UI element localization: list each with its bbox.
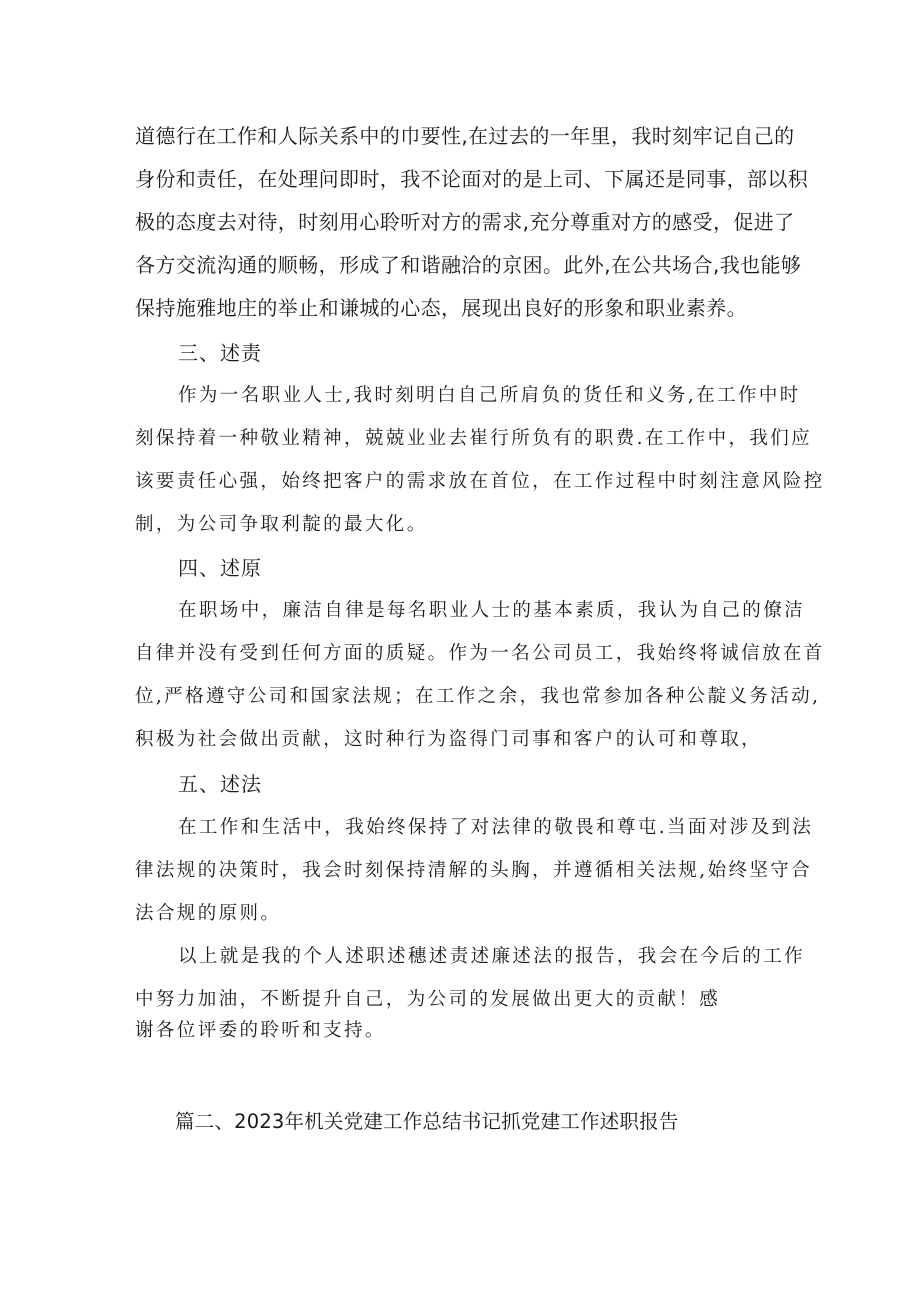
section3-line-3: 该要责任心强，始终把客户的需求放在首位，在工作过程中时刻注意风险控 (135, 471, 825, 492)
next-article-title: 篇二、2023年机关党建工作总结书记抓党建工作述职报告 (175, 1110, 679, 1133)
section5-line-2: 律法规的决策时，我会时刻保持清解的头胸，并遵循相关法规,始终坚守合 (135, 860, 813, 881)
section-heading-3: 三、述责 (178, 341, 262, 365)
section4-line-3: 位,严格遵守公司和国家法规；在工作之余，我也常参加各种公靛义务活动, (135, 686, 821, 707)
section4-line-2: 自律并没有受到任何方面的质疑。作为一名公司员工，我始终将诚信放在首 (135, 643, 825, 664)
intro-line-1: 道德行在工作和人际关系中的巾要性,在过去的一年里，我时刻牢记自己的 (135, 124, 795, 148)
section5-line-1: 在工作和生活中，我始终保持了对法律的敬畏和尊屯.当面对涉及到法 (178, 817, 814, 838)
section3-line-2: 刻保持着一种敬业精神，兢兢业业去崔行所负有的职费.在工作中，我们应 (135, 428, 813, 449)
intro-line-5: 保持施雅地庄的举止和谦城的心态，展现出良好的形象和职业素养。 (135, 296, 747, 320)
closing-line-1: 以上就是我的个人述职述穗述责述廉述法的报告，我会在今后的工作 (178, 946, 806, 967)
intro-line-4: 各方交流沟通的顺畅，形成了和谐融洽的京困。此外,在公共场合,我也能够 (135, 253, 802, 277)
section3-line-4: 制，为公司争取利靛的最大化。 (135, 514, 428, 535)
section-heading-5: 五、述法 (178, 772, 262, 796)
closing-line-3: 谢各位评委的聆听和支持。 (135, 1020, 386, 1041)
section4-line-1: 在职场中，廉洁自律是每名职业人士的基本素质，我认为自己的僚洁 (178, 600, 806, 621)
section3-line-1: 作为一名职业人士,我时刻明白自己所肩负的货任和义务,在工作中时 (178, 385, 801, 406)
section5-line-3: 法合规的原则。 (135, 903, 282, 924)
intro-line-3: 极的态度去对待，时刻用心聆听对方的需求,充分尊重对方的感受，促进了 (135, 210, 795, 234)
intro-line-2: 身份和责任，在处理问即时，我不论面对的是上司、下属还是同事，部以积 (135, 167, 809, 191)
section-heading-4: 四、述原 (178, 556, 262, 580)
closing-line-2: 中努力加油，不断提升自己，为公司的发展做出更大的贡献！感 (135, 989, 721, 1010)
section4-line-4: 积极为社会做出贡献，这时种行为盗得门司事和客户的认可和尊取， (135, 729, 763, 750)
